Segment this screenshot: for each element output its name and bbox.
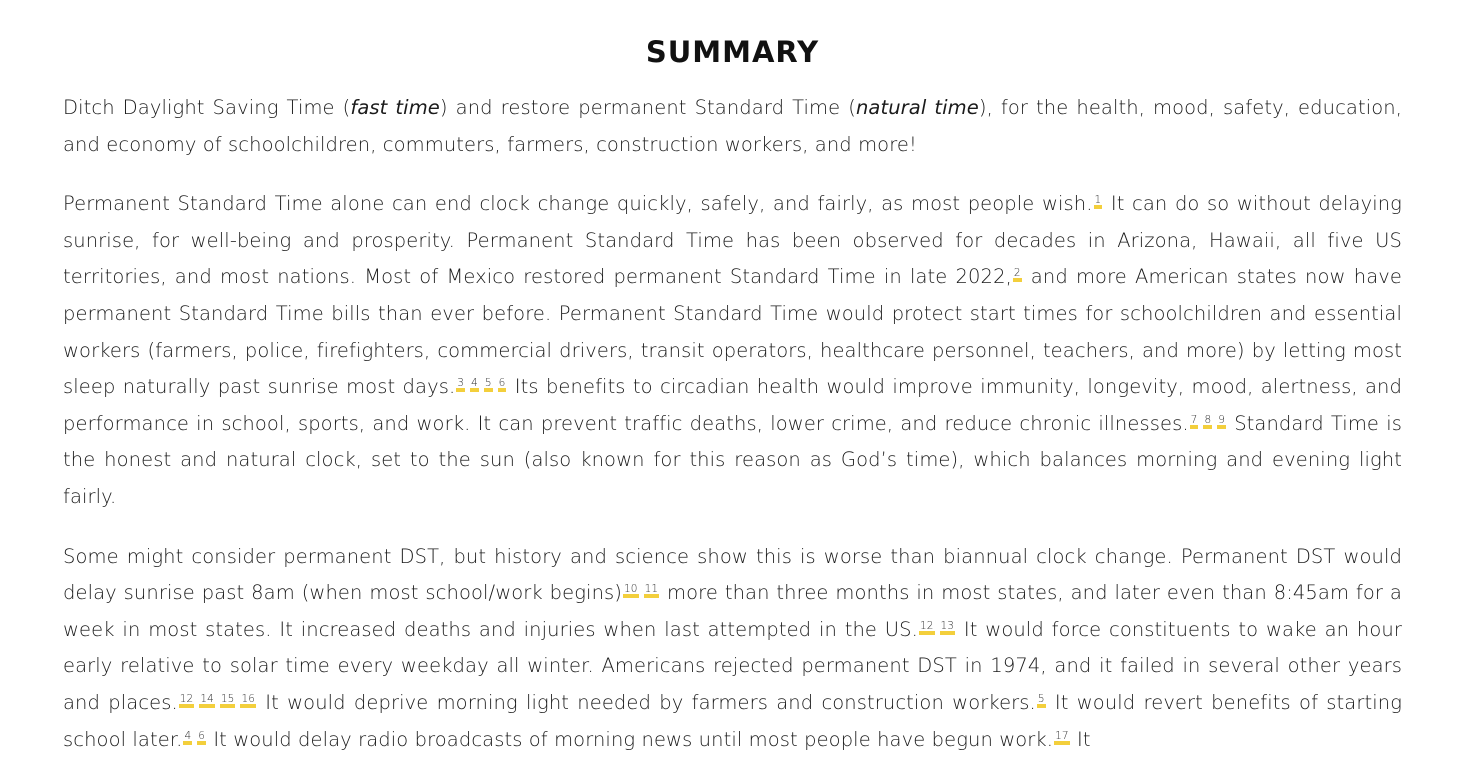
text: and more American states now have permanent Standard Time bills than ever before. Permanent Standard Time would protect start times for schoolchildren and essential workers (farmers, police, firefighters, commercial drivers, transit operators, healthcare personnel, teachers, and more) by letting most sleep naturally past sunrise most days. — [63, 265, 1402, 399]
citation-link-3[interactable]: 3 — [456, 378, 465, 392]
citation-link-10[interactable]: 10 — [623, 584, 639, 598]
text: It would delay radio broadcasts of morning news until most people have begun work. — [207, 727, 1054, 751]
citation-link-4[interactable]: 4 — [470, 378, 479, 392]
citation-link-14[interactable]: 14 — [199, 694, 215, 708]
text: ), for the health, mood, safety, education, and economy of schoolchildren, commuters, farmers, construction workers, and more! — [63, 96, 1403, 156]
citation-link-4[interactable]: 4 — [183, 731, 192, 745]
text: Standard Time is the honest and natural clock, set to the sun (also known for this reason as God’s time), which balances morning and evening light fairly. — [63, 411, 1402, 508]
text: It can do so without delaying sunrise, for well-being and prosperity. Permanent Standard Time has been observed for decades in Arizona, Hawaii, all five US territories, and most nations. Most of Mexico restored permanent Standard Time in late 2022, — [63, 192, 1402, 289]
citation-link-12[interactable]: 12 — [919, 621, 935, 635]
citation-link-8[interactable]: 8 — [1203, 415, 1212, 429]
text: Ditch Daylight Saving Time ( — [63, 96, 351, 119]
paragraph-permanent-dst — [63, 539, 1402, 759]
citation-link-1[interactable]: 1 — [1094, 195, 1103, 209]
citation-link-9[interactable]: 9 — [1217, 415, 1226, 429]
text: Some might consider permanent DST, but history and science show this is worse than biannual clock change. Permanent DST would delay sunrise past 8am (when most school/work begins) — [63, 544, 1402, 605]
citation-link-5[interactable]: 5 — [484, 378, 493, 392]
citation-link-7[interactable]: 7 — [1190, 415, 1199, 429]
paragraph-standard-time — [63, 186, 1402, 515]
citation-link-11[interactable]: 11 — [644, 584, 660, 598]
citation-link-12[interactable]: 12 — [179, 694, 195, 708]
text: It would force constituents to wake an hour early relative to solar time every weekday all winter. Americans rejected permanent DST in 1974, and it failed in several other years and places. — [63, 617, 1402, 714]
text: more than three months in most states, and later even than 8:45am for a week in most states. It increased deaths and injuries when last attempted in the US. — [63, 581, 1402, 641]
text: It would deprive morning light needed by farmers and construction workers. — [257, 690, 1036, 714]
emphasis-fast-time: fast time — [350, 96, 440, 119]
text: Permanent Standard Time alone can end clock change quickly, safely, and fairly, as most people wish. — [63, 192, 1093, 216]
citation-link-15[interactable]: 15 — [220, 694, 236, 708]
citation-link-16[interactable]: 16 — [240, 694, 256, 708]
citation-link-5[interactable]: 5 — [1037, 694, 1046, 708]
text: It — [1070, 727, 1091, 751]
page-title: SUMMARY — [645, 35, 820, 69]
citation-link-13[interactable]: 13 — [940, 621, 956, 635]
text: Its benefits to circadian health would improve immunity, longevity, mood, alertness, and performance in school, sports, and work. It can prevent traffic deaths, lower crime, and reduce chronic illnesses. — [63, 375, 1402, 435]
text: ) and restore permanent Standard Time ( — [439, 96, 856, 119]
citation-link-6[interactable]: 6 — [197, 731, 206, 745]
citation-link-6[interactable]: 6 — [498, 378, 507, 392]
paragraph-intro — [63, 90, 1402, 163]
text: It would revert benefits of starting school later. — [63, 690, 1402, 751]
emphasis-natural-time: natural time — [855, 96, 979, 119]
citation-link-17[interactable]: 17 — [1054, 731, 1070, 745]
citation-link-2[interactable]: 2 — [1013, 268, 1022, 282]
